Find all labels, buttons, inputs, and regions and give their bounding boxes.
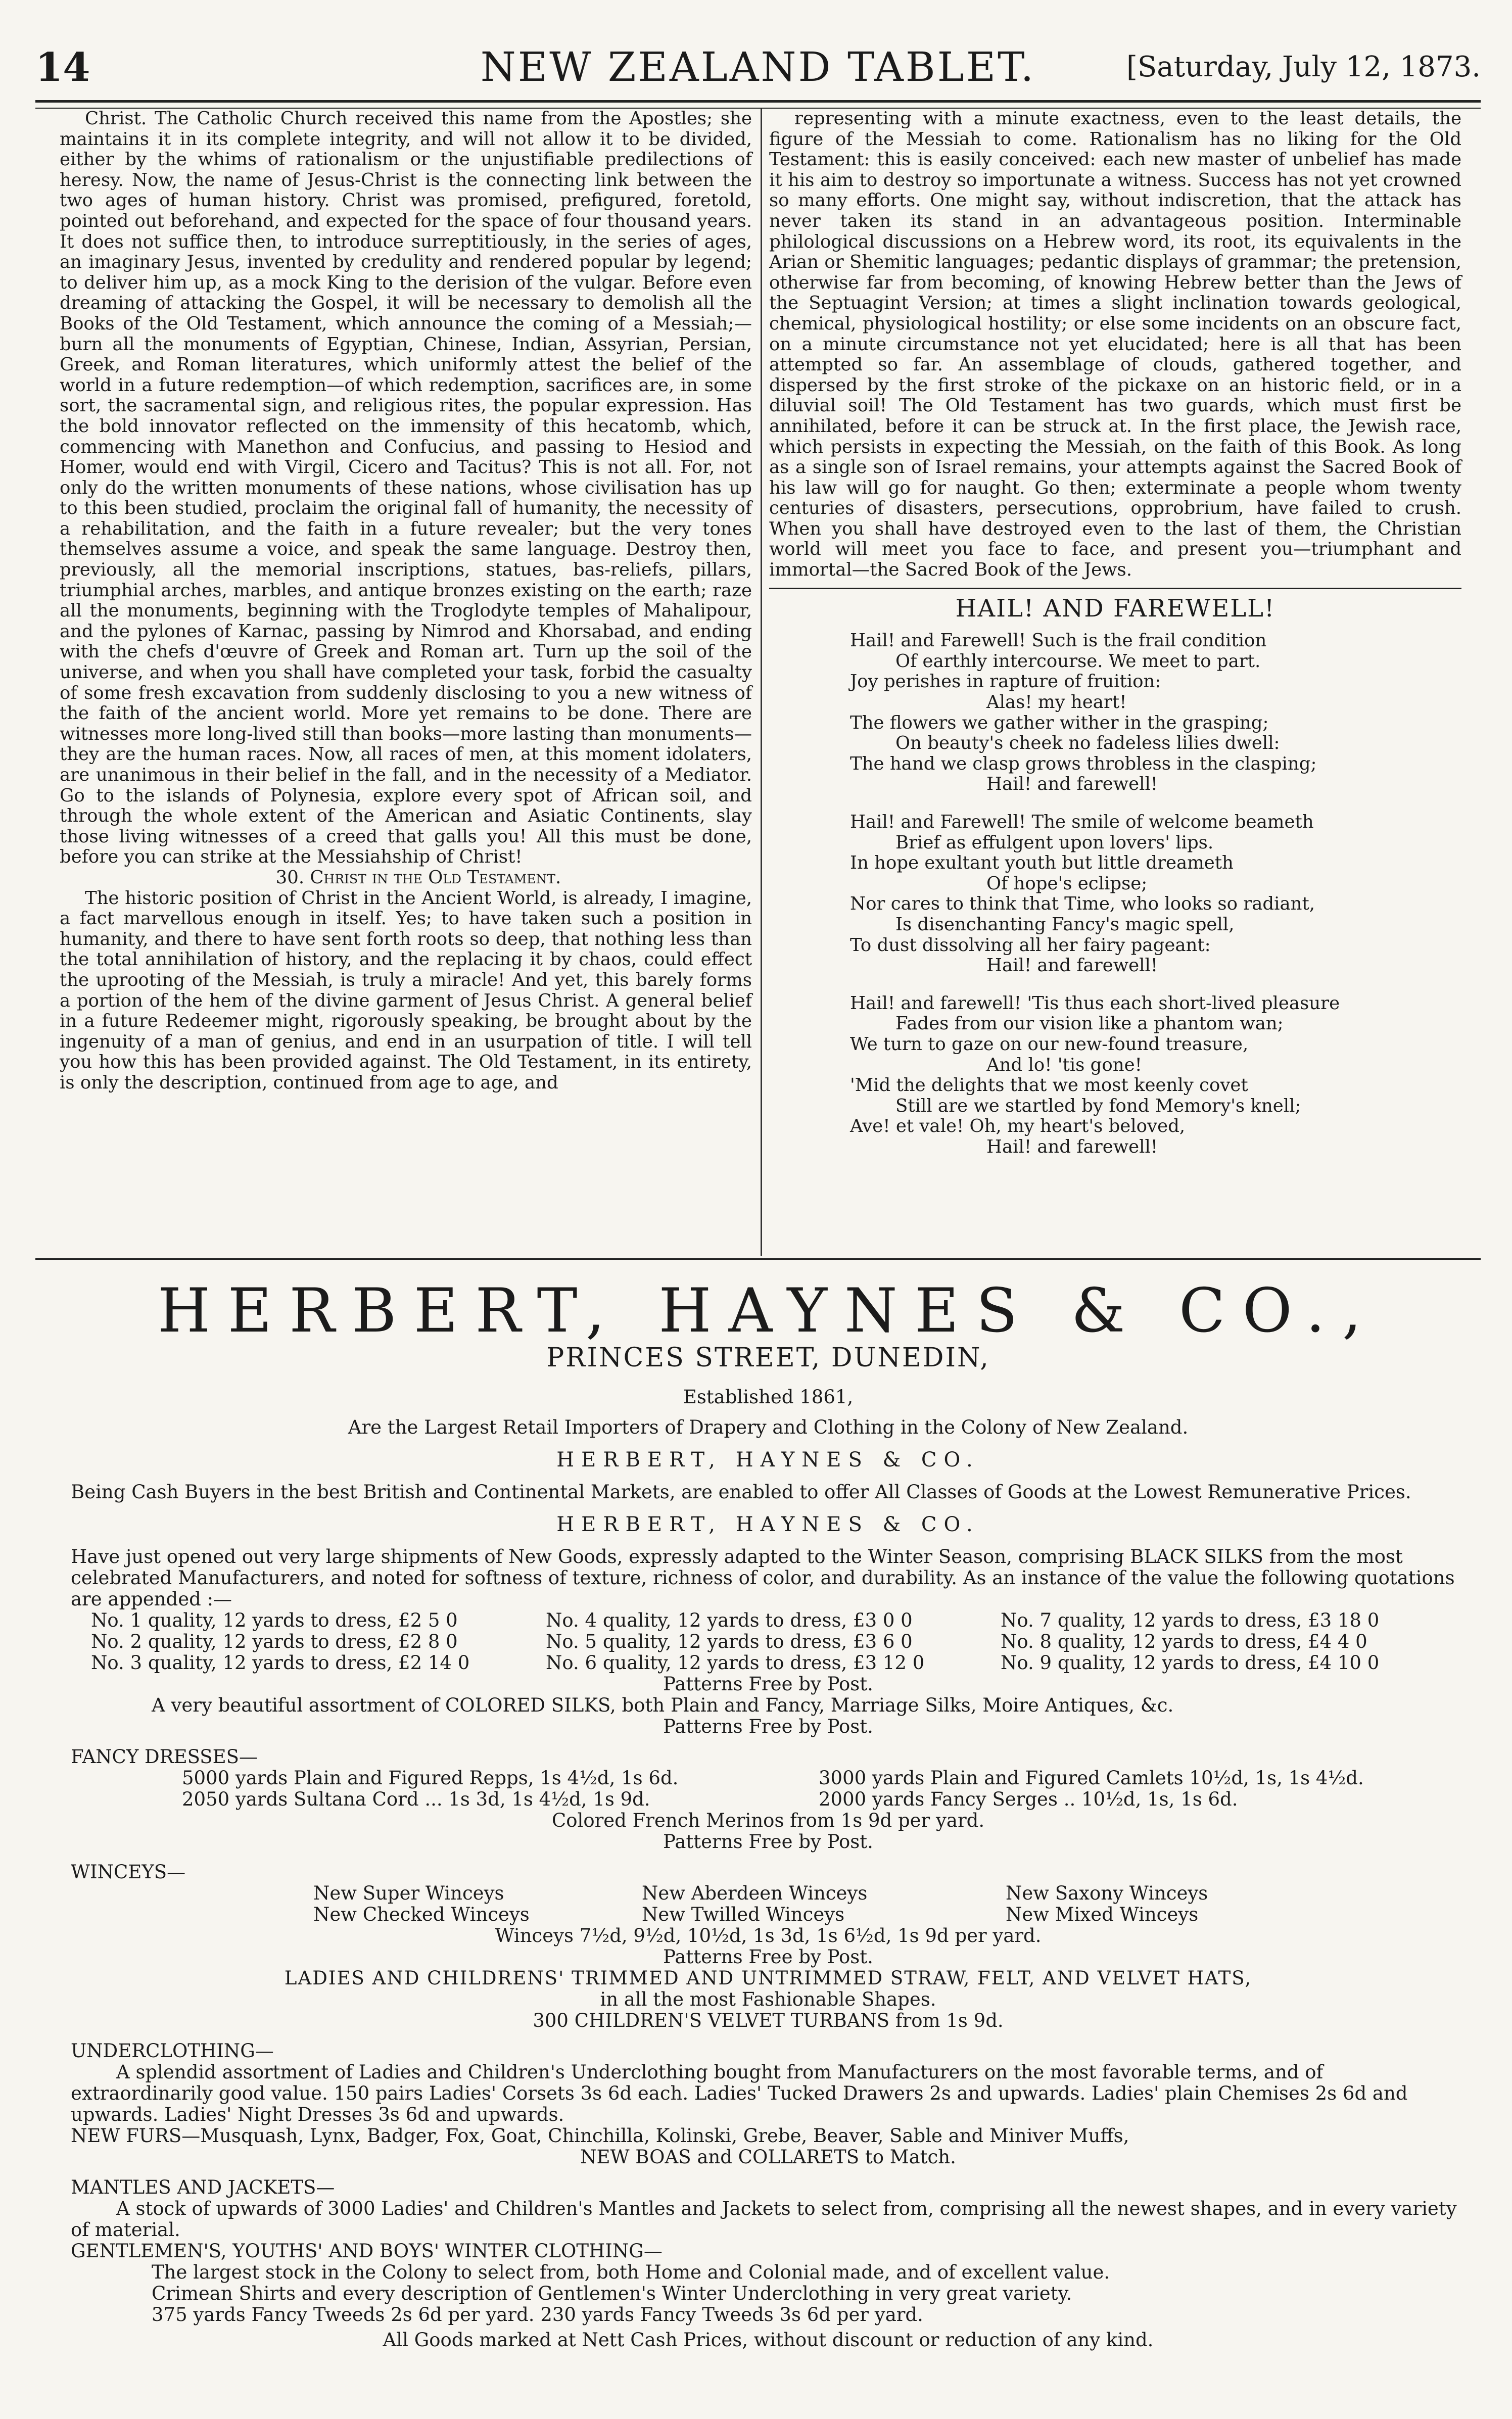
gentlemens-item: 375 yards Fancy Tweeds 2s 6d per yard. 230 yards Fancy Tweeds 3s 6d per yard. (152, 2304, 923, 2326)
closing-line: All Goods marked at Nett Cash Prices, without discount or reduction of any kind. (383, 2329, 1154, 2351)
poem-line: We turn to gaze on our new-found treasure, (850, 1033, 1249, 1055)
advert-rule (35, 1258, 1481, 1260)
poem-line: Of hope's eclipse; (986, 873, 1148, 894)
poem-line: To dust dissolving all her fairy pageant: (850, 934, 1211, 956)
poem-line: Hail! and farewell! (986, 774, 1158, 795)
fancy-dress-item: 2050 yards Sultana Cord ... 1s 3d, 1s 4½d, 1s 9d. (182, 1788, 650, 1810)
header-rule (35, 100, 1481, 109)
patterns-free: Patterns Free by Post. (663, 1946, 873, 1968)
firm-name: HERBERT, HAYNES & CO., (157, 1276, 1379, 1346)
ad-line-buyers: Being Cash Buyers in the best British and Continental Markets, are enabled to offer All Classes of Goods at the Lowest Remunerative Prices. (71, 1481, 1411, 1503)
hats-line: LADIES AND CHILDRENS' TRIMMED AND UNTRIMMED STRAW, FELT, AND VELVET HATS, (284, 1967, 1252, 1989)
silk-price-item: No. 7 quality, 12 yards to dress, £3 18 0 (1001, 1609, 1380, 1631)
wincey-item: New Saxony Winceys (1006, 1882, 1208, 1904)
poem-stanza (850, 993, 1461, 1158)
underclothing-heading: UNDERCLOTHING— (71, 2040, 274, 2062)
poem-line: 'Mid the delights that we most keenly covet (850, 1075, 1248, 1096)
fancy-dresses-list (182, 1768, 1466, 1810)
silk-price-table (91, 1610, 1466, 1674)
silk-price-item: No. 9 quality, 12 yards to dress, £4 10 0 (1001, 1652, 1380, 1674)
ad-line-shipments: Have just opened out very large shipments of New Goods, expressly adapted to the Winter Season, comprising BLACK SILKS from the most celebrated Manufacturers, and noted for softness of texture, richness of color, and durability. As an instance of the value the following quotations are appended :— (71, 1546, 1455, 1610)
turbans-line: 300 CHILDREN'S VELVET TURBANS from 1s 9d. (533, 2010, 1004, 2031)
poem-line: Of earthly intercourse. We meet to part. (895, 650, 1261, 672)
poem-line: Is disenchanting Fancy's magic spell, (895, 914, 1235, 935)
poem-title: HAIL! AND FAREWELL! (955, 594, 1275, 623)
ad-line-importers: Are the Largest Retail Importers of Drapery and Clothing in the Colony of New Zealand. (348, 1416, 1189, 1438)
wincey-item: New Twilled Winceys (642, 1904, 845, 1925)
poem-line: Hail! and farewell! 'Tis thus each short-lived pleasure (850, 992, 1340, 1014)
wincey-item: New Mixed Winceys (1006, 1904, 1199, 1925)
column-divider (761, 109, 762, 1256)
poem-stanza (850, 812, 1461, 976)
poem-line: Brief as effulgent upon lovers' lips. (895, 832, 1214, 853)
article-paragraph: representing with a minute exactness, even to the least details, the figure of the Messiah to come. Rationalism has no liking for the Old Testament: this is easily conceived: each new master of unbelief has made it his aim to destroy so importunate a witness. Success has not yet crowned so many efforts. One might say, without indiscretion, that the attack has never taken its stand in an advantageous position. Interminable philological discussions on a Hebrew word, its root, its equivalents in the Arian or Shemitic languages; pedantic displays of grammar; the pretension, otherwise far from becoming, of knowing Hebrew better than the Jews of the Septuagint Version; at times a slight inclination towards geological, chemical, physiological hostility; or else some incidents on an obscure fact, on a minute circumstance not yet elucidated; here is all that has been attempted so far. An assemblage of clouds, gathered together, and dispersed by the first stroke of the pickaxe on an historic field, or in a diluvial soil! The Old Testament has two guards, which must first be annihilated, before it can be struck at. In the first place, the Jewish race, which persists in expecting the Messiah, on the faith of this Book. As long as a single son of Israel remains, your attempts against the Sacred Book of his law will go for naught. Go then; exterminate a people whom twenty centuries of disasters, persecutions, opprobrium, have failed to crush. When you shall have destroyed even to the last of them, the Christian world will meet you face to face, and present you—triumphant and immortal—the Sacred Book of the Jews. (769, 108, 1461, 581)
poem-line: On beauty's cheek no fadeless lilies dwell: (895, 733, 1280, 754)
merinos-line: Colored French Merinos from 1s 9d per yard. (551, 1810, 985, 1831)
issue-date: [Saturday, July 12, 1873. (1126, 51, 1481, 83)
silk-price-item: No. 5 quality, 12 yards to dress, £3 6 0 (546, 1631, 913, 1652)
underclothing-text: A splendid assortment of Ladies and Children's Underclothing bought from Manufacturers on the most favorable terms, and of extraordinarily good value. 150 pairs Ladies' Corsets 3s 6d each. Ladies' Tucked Drawers 2s and upwards. Ladies' plain Chemises 2s 6d and upwards. Ladies' Night Dresses 3s 6d and upwards. (71, 2061, 1408, 2125)
poem-line: Still are we startled by fond Memory's knell; (895, 1095, 1301, 1116)
poem-line: Hail! and Farewell! The smile of welcome beameth (850, 812, 1314, 832)
colored-silks-line: A very beautiful assortment of COLORED SILKS, both Plain and Fancy, Marriage Silks, Moire Antiques, &c. (152, 1694, 1174, 1716)
winceys-prices: Winceys 7½d, 9½d, 10½d, 1s 3d, 1s 6½d, 1s 9d per yard. (495, 1925, 1042, 1947)
patterns-free: Patterns Free by Post. (663, 1716, 873, 1737)
hats-line-2: in all the most Fashionable Shapes. (600, 1988, 936, 2010)
page-header (35, 35, 1481, 101)
fancy-dress-item: 2000 yards Fancy Serges .. 10½d, 1s, 1s 6d. (819, 1788, 1238, 1810)
poem-line: The hand we clasp grows throbless in the clasping; (850, 753, 1317, 774)
right-column (769, 109, 1461, 1175)
poem-line: In hope exultant youth but little dreameth (850, 852, 1234, 874)
wincey-item: New Aberdeen Winceys (642, 1882, 868, 1904)
gentlemens-list (71, 2262, 1466, 2326)
silk-price-item: No. 3 quality, 12 yards to dress, £2 14 0 (91, 1652, 470, 1674)
furs-line: NEW FURS—Musquash, Lynx, Badger, Fox, Goat, Chinchilla, Kolinski, Grebe, Beaver, Sable and Miniver Muffs, (71, 2125, 1129, 2147)
left-column (60, 109, 752, 1094)
firm-name-spaced-2: HERBERT, HAYNES & CO. (556, 1513, 980, 1536)
silk-price-item: No. 1 quality, 12 yards to dress, £2 5 0 (91, 1609, 458, 1631)
patterns-free: Patterns Free by Post. (663, 1673, 873, 1695)
poem-stanza (850, 631, 1461, 795)
gentlemens-item: Crimean Shirts and every description of Gentlemen's Winter Underclothing in very great variety. (152, 2283, 1072, 2304)
fancy-dress-item: 3000 yards Plain and Figured Camlets 10½d, 1s, 1s 4½d. (819, 1767, 1364, 1789)
boas-line: NEW BOAS and COLLARETS to Match. (580, 2146, 956, 2168)
poem-line: Hail! and Farewell! Such is the frail condition (850, 630, 1267, 651)
poem-line: Hail! and farewell! (986, 955, 1158, 976)
silk-price-item: No. 4 quality, 12 yards to dress, £3 0 0 (546, 1609, 913, 1631)
firm-address: PRINCES STREET, DUNEDIN, (546, 1343, 990, 1373)
established-line: Established 1861, (683, 1386, 854, 1408)
fancy-dress-item: 5000 yards Plain and Figured Repps, 1s 4½d, 1s 6d. (182, 1767, 679, 1789)
gentlemens-item: The largest stock in the Colony to select from, both Home and Colonial made, and of excellent value. (152, 2261, 1110, 2283)
masthead: NEW ZEALAND TABLET. (480, 43, 1036, 90)
mantles-text: A stock of upwards of 3000 Ladies' and Children's Mantles and Jackets to select from, comprising all the newest shapes, and in every variety of material. (71, 2198, 1457, 2241)
poem-rule (769, 588, 1461, 589)
silk-price-item: No. 2 quality, 12 yards to dress, £2 8 0 (91, 1631, 458, 1652)
section-subhead: 30. Christ in the Old Testament. (275, 867, 561, 888)
page-number: 14 (35, 44, 90, 90)
poem-line: Nor cares to think that Time, who looks so radiant, (850, 893, 1315, 915)
poem-line: Fades from our vision like a phantom wan; (895, 1013, 1284, 1034)
silk-price-item: No. 6 quality, 12 yards to dress, £3 12 0 (546, 1652, 925, 1674)
poem-line: Ave! et vale! Oh, my heart's beloved, (850, 1116, 1186, 1137)
poem-line: Hail! and farewell! (986, 1136, 1158, 1157)
gentlemens-heading: GENTLEMEN'S, YOUTHS' AND BOYS' WINTER CLOTHING— (71, 2240, 663, 2262)
firm-name-spaced: HERBERT, HAYNES & CO. (556, 1448, 980, 1472)
poem-line: The flowers we gather wither in the grasping; (850, 712, 1269, 733)
fancy-dresses-heading: FANCY DRESSES— (71, 1746, 258, 1768)
winceys-heading: WINCEYS— (71, 1861, 186, 1883)
patterns-free: Patterns Free by Post. (663, 1831, 873, 1853)
advertisement (71, 1273, 1466, 2351)
poem-line: Joy perishes in rapture of fruition: (850, 671, 1161, 692)
poem-line: Alas! my heart! (986, 692, 1127, 713)
article-paragraph: Christ. The Catholic Church received this name from the Apostles; she maintains it in its complete integrity, and will not allow it to be divided, either by the whims of rationalism or the unjustifiable predilections of heresy. Now, the name of Jesus-Christ is the connecting link between the two ages of human history. Christ was promised, prefigured, foretold, pointed out beforehand, and expected for the space of four thousand years. It does not suffice then, to introduce surreptitiously, in the series of ages, an imaginary Jesus, invented by credulity and rendered popular by legend; to deliver him up, as a mock King to the derision of the vulgar. Before even dreaming of attacking the Gospel, it will be necessary to demolish all the Books of the Old Testament, which announce the coming of a Messiah;—burn all the monuments of Egyptian, Chinese, Indian, Assyrian, Persian, Greek, and Roman literatures, which uniformly attest the belief of the world in a future redemption—of which redemption, sacrifices are, in some sort, the sacramental sign, and religious rites, the popular expression. Has the bold innovator reflected on the immensity of this hecatomb, which, commencing with Manethon and Confucius, and passing to Hesiod and Homer, would end with Virgil, Cicero and Tacitus? This is not all. For, not only do the written monuments of these nations, whose civilisation has up to this been studied, proclaim the original fall of humanity, the necessity of a rehabilitation, and the faith in a future revealer; but the very tones themselves assume a voice, and speak the same language. Destroy then, previously, all the memorial inscriptions, statues, bas-reliefs, pillars, triumphial arches, marbles, and antique bronzes existing on the earth; raze all the monuments, beginning with the Troglodyte temples of Mahalipour, and the pylones of Karnac, passing by Nimrod and Khorsabad, and ending with the chefs d'œuvre of Greek and Roman art. Turn up the soil of the universe, and when you shall have completed your task, forbid the casualty of some fresh excavation from suddenly disclosing to you a new witness of the faith of the ancient world. More yet remains to be done. There are witnesses more long-lived still than books—more lasting than monuments—they are the human races. Now, all races of men, at this moment idolaters, are unanimous in their belief in the fall, and in the necessity of a Mediator. Go to the islands of Polynesia, explore every spot of African soil, and through the whole extent of the American and Asiatic Continents, slay those living witnesses of a creed that galls you! All this must be done, before you can strike at the Messiahship of Christ! (60, 108, 752, 868)
mantles-heading: MANTLES AND JACKETS— (71, 2176, 335, 2198)
silk-price-item: No. 8 quality, 12 yards to dress, £4 4 0 (1001, 1631, 1367, 1652)
poem-line: And lo! 'tis gone! (986, 1054, 1142, 1075)
winceys-list (313, 1883, 1466, 1925)
article-paragraph: The historic position of Christ in the Ancient World, is already, I imagine, a fact marvellous enough in itself. Yes; to have taken such a position in humanity, and there to have sent forth roots so deep, that nothing less than the total annihilation of history, and the replacing it by chaos, could effect the uprooting of the Messiah, is truly a miracle! And yet, this barely forms a portion of the hem of the divine garment of Jesus Christ. A general belief in a future Redeemer might, rigorously speaking, be brought about by the ingenuity of a man of genius, and end in an usurpation of title. I will tell you how this has been provided against. The Old Testament, in its entirety, is only the description, continued from age to age, and (60, 887, 752, 1093)
wincey-item: New Checked Winceys (313, 1904, 530, 1925)
wincey-item: New Super Winceys (313, 1882, 504, 1904)
poem (850, 631, 1461, 1157)
